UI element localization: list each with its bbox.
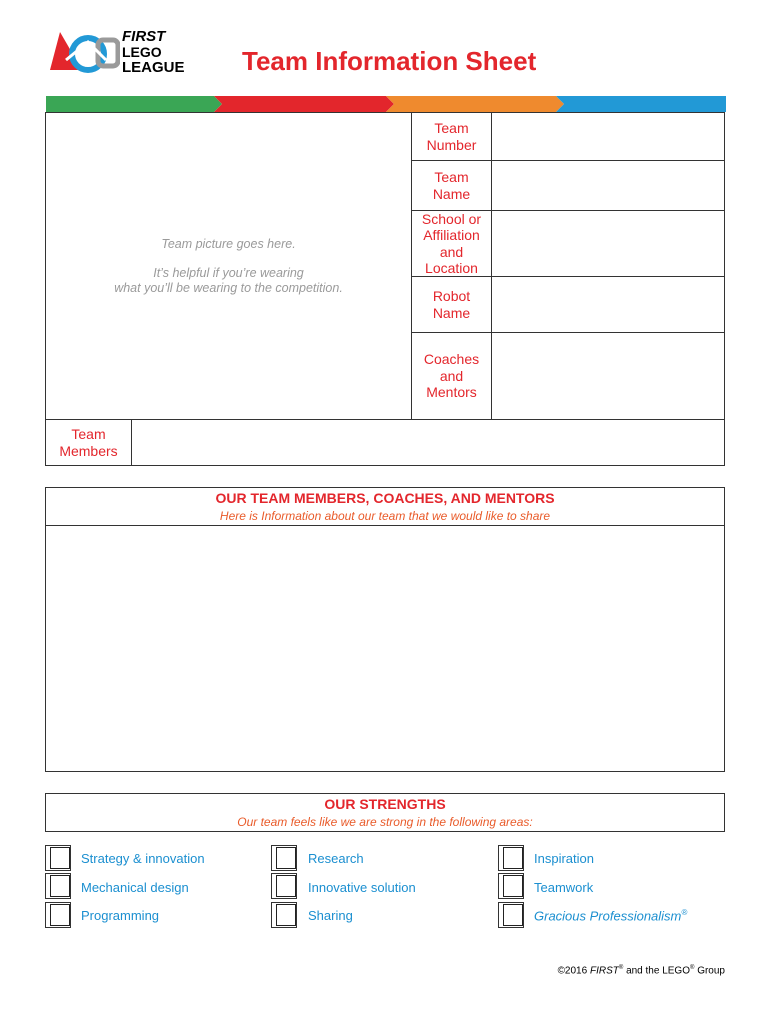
- school-input[interactable]: [491, 210, 725, 277]
- checkbox-inspiration[interactable]: [503, 847, 523, 869]
- members-input[interactable]: [131, 419, 725, 466]
- label-robot-name: Robot Name: [432, 288, 471, 321]
- team-name-input[interactable]: [491, 160, 725, 211]
- photo-hint-3: what you’ll be wearing to the competition.: [114, 281, 343, 295]
- label-coaches: Coaches and Mentors: [423, 351, 480, 401]
- footer: ©2016 FIRST® and the LEGO® Group: [557, 965, 725, 977]
- logo-mark-icon: [48, 30, 120, 76]
- option-innovative: Innovative solution: [308, 880, 416, 895]
- checkbox-programming[interactable]: [50, 904, 70, 926]
- option-teamwork: Teamwork: [534, 880, 594, 895]
- option-research: Research: [308, 851, 364, 866]
- label-team-name: Team Name: [432, 169, 471, 202]
- checkbox-teamwork[interactable]: [503, 875, 523, 897]
- members-info-area[interactable]: [45, 525, 725, 772]
- bar-red: [214, 96, 394, 112]
- strengths-subheading: Our team feels like we are strong in the following areas:: [237, 815, 533, 829]
- color-bar: [46, 96, 726, 112]
- label-team-number: Team Number: [426, 120, 477, 153]
- option-gracious: Gracious Professionalism®: [534, 908, 688, 924]
- members-section-subheading: Here is Information about our team that we would like to share: [219, 509, 551, 523]
- option-gracious-label: Gracious Professionalism: [534, 908, 682, 924]
- option-strategy: Strategy & innovation: [81, 851, 205, 866]
- photo-hint-2: It’s helpful if you’re wearing: [153, 266, 304, 280]
- checkbox-mechanical[interactable]: [50, 875, 70, 897]
- footer-end: Group: [697, 965, 725, 977]
- logo-first: FIRST: [122, 28, 166, 45]
- footer-mid: and the LEGO: [626, 965, 690, 977]
- robot-name-input[interactable]: [491, 276, 725, 333]
- checkbox-strategy[interactable]: [50, 847, 70, 869]
- checkbox-research[interactable]: [276, 847, 296, 869]
- bar-orange: [386, 96, 564, 112]
- checkbox-gracious[interactable]: [503, 904, 523, 926]
- logo-league: LEAGUE: [122, 59, 185, 76]
- strengths-heading: OUR STRENGTHS: [324, 796, 446, 812]
- footer-first: FIRST: [589, 965, 619, 977]
- bar-green: [46, 96, 222, 112]
- logo-lego: LEGO: [122, 44, 162, 60]
- option-mechanical: Mechanical design: [81, 880, 189, 895]
- logo: [48, 30, 193, 78]
- bar-blue: [556, 96, 726, 112]
- coaches-input[interactable]: [491, 332, 725, 420]
- label-school: School or Affiliation and Location: [421, 210, 482, 276]
- footer-year: ©2016: [557, 965, 588, 977]
- checkbox-innovative[interactable]: [276, 875, 296, 897]
- option-sharing: Sharing: [308, 908, 353, 923]
- option-inspiration: Inspiration: [534, 851, 594, 866]
- checkbox-sharing[interactable]: [276, 904, 296, 926]
- team-number-input[interactable]: [491, 112, 725, 161]
- label-members: Team Members: [59, 426, 118, 459]
- option-programming: Programming: [81, 908, 160, 923]
- page-title: Team Information Sheet: [242, 46, 537, 76]
- members-section-heading: OUR TEAM MEMBERS, COACHES, AND MENTORS: [215, 490, 555, 506]
- photo-hint-1: Team picture goes here.: [161, 237, 296, 251]
